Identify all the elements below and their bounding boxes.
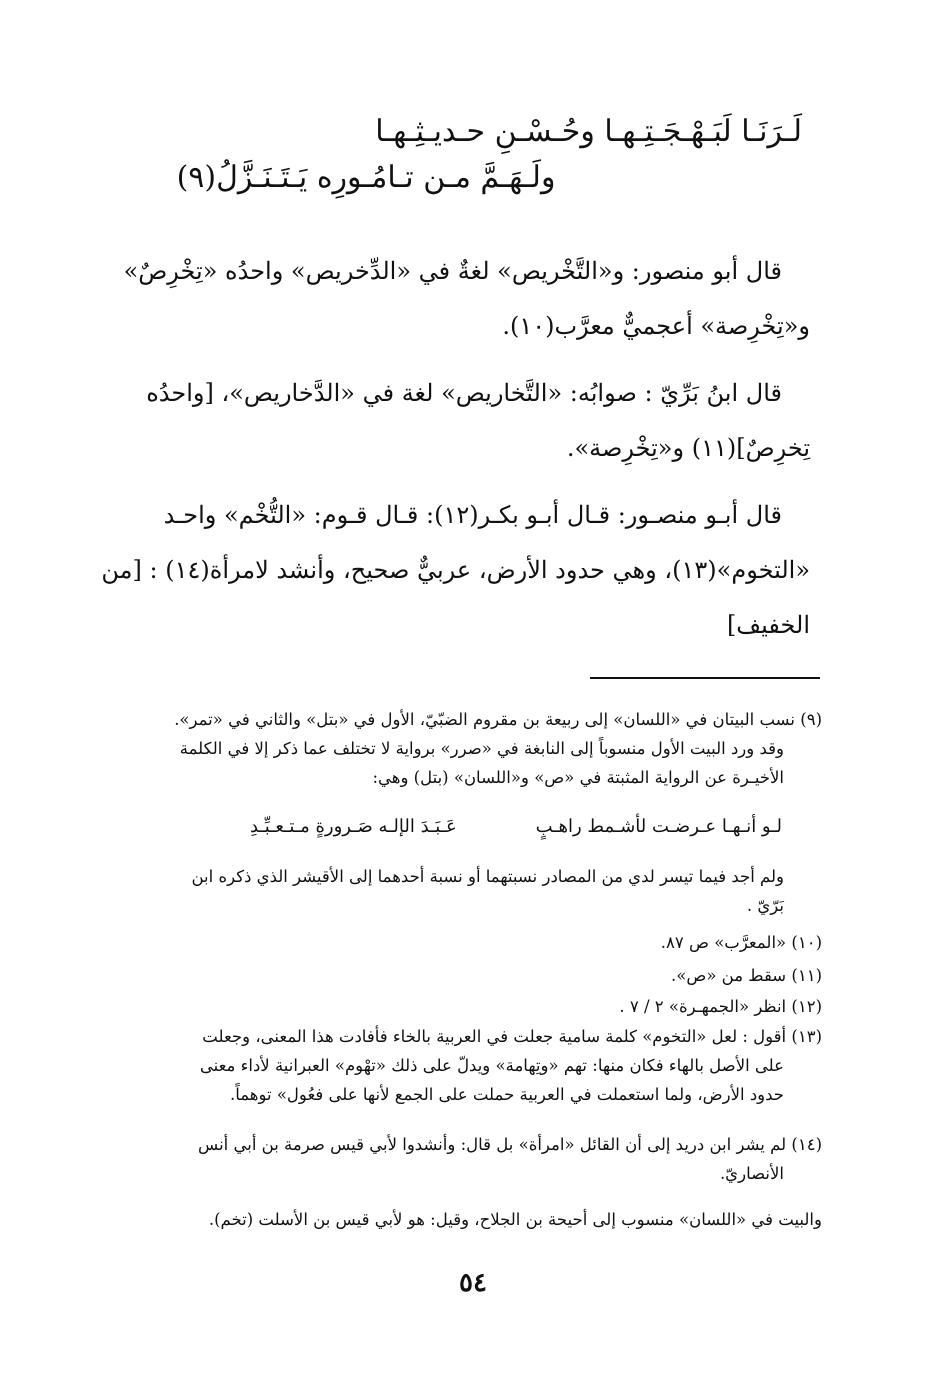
footnote-9-verse [110,812,822,841]
footnote-line: (١٣) أقول : لعل «التخوم» كلمة سامية جعلت في العربية بالخاء فأفادت هذا المعنى، وجعلت [202,1027,822,1046]
footnote-line: بَرّيّ . [746,896,784,915]
footnote-line: والبيت في «اللسان» منسوب إلى أحيحة بن الجلاح، وقيل: هو لأبي قيس بن الأسلت (تخم). [208,1210,822,1229]
footnote-line: الأخيـرة عن الرواية المثبتة في «ص» و«اللسان» (بتل) وهي: [372,768,784,787]
footnote-line: ولم أجد فيما تيسر لدي من المصادر نسبتهما أو نسبة أحدهما إلى الأقيشر الذي ذكره ابن [191,867,784,886]
paragraph-1 [110,244,810,354]
footnote-13 [110,1022,822,1109]
paragraph-line: قال أبو منصور: و«التَّخْريص» لغةٌ في «الدِّخريص» واحدُه «تِخْرِصٌ» [123,257,782,285]
footnote-line: الأنصاريّ. [719,1164,784,1183]
paragraph-line: و«تِخْرِصة» أعجميٌّ معرَّب(١٠). [502,312,810,340]
page-number: ٥٤ [459,1268,487,1298]
footnote-verse-first-half: لـو أنـهـا عـرضـت لأشـمط راهـبٍ [535,816,782,837]
paragraph-line: «التخوم»(١٣)، وهي حدود الأرض، عربيٌّ صحيح، وأنشد لامرأة(١٤) : [من [101,556,810,584]
paragraph-line: الخفيف] [726,611,810,639]
footnote-verse-second-half: عَـبَـدَ الإلـه صَـرورةٍ مـتـعـبِّـدِ [250,816,457,837]
footnote-10 [110,928,822,957]
footnote-line: (١١) سقط من «ص». [671,966,822,985]
paragraph-2 [110,366,810,476]
footnote-line: (١٢) انظر «الجمهـرة» ٢ / ٧ . [619,997,822,1016]
paragraph-line: تِخرِصٌ](١١) و«تِخْرِصة». [566,434,810,462]
footnote-9 [110,705,822,792]
footnote-line: (١٠) «المعرَّب» ص ٨٧. [660,933,822,952]
footnote-line: حدود الأرض، ولما استعملت في العربية حملت على الجمع لأنها على فعُول» توهماً. [229,1085,784,1104]
footnote-line: (١٤) لم يشر ابن دريد إلى أن القائل «امرأة» بل قال: وأنشدوا لأبي قيس صرمة بن أبي أنس [198,1135,822,1154]
footnote-11 [110,961,822,990]
poem-verse-1: لَـرَنَـا لَبَـهْـجَـتِـهـا وحُـسْـنِ حـديـثِـهـا [375,114,802,149]
footnote-9-end [110,862,822,920]
footnote-line: (٩) نسب البيتان في «اللسان» إلى ربيعة بن مقروم الضبّيّ، الأول في «بتل» والثاني في «تمر». [174,710,822,729]
footnote-line: وقد ورد البيت الأول منسوباً إلى النابغة في «صرر» برواية لا تختلف عما ذكر إلا في الكلمة [179,739,784,758]
paragraph-line: قال ابنُ بَرِّيّ : صوابُه: «التَّخاريص» لغة في «الدَّخاريص»، [واحدُه [146,379,782,407]
footnote-14 [110,1130,822,1188]
footnote-14-end [110,1205,822,1234]
paragraph-line: قال أبـو منصـور: قـال أبـو بكـر(١٢): قـال قـوم: «التُّخْم» واحـد [163,501,782,529]
poem-verse-2: ولَـهَـمَّ مـن تـامُـورِه يَـتَـنَـزَّلُ(٩) [176,160,556,195]
footnote-12 [110,992,822,1021]
paragraph-3 [101,488,810,653]
footnote-line: على الأصل بالهاء فكان منها: تهم «وتِهامة» ويدلّ على ذلك «تهْوم» العبرانية لأداء معنى [199,1056,784,1075]
footnote-divider [590,677,820,679]
